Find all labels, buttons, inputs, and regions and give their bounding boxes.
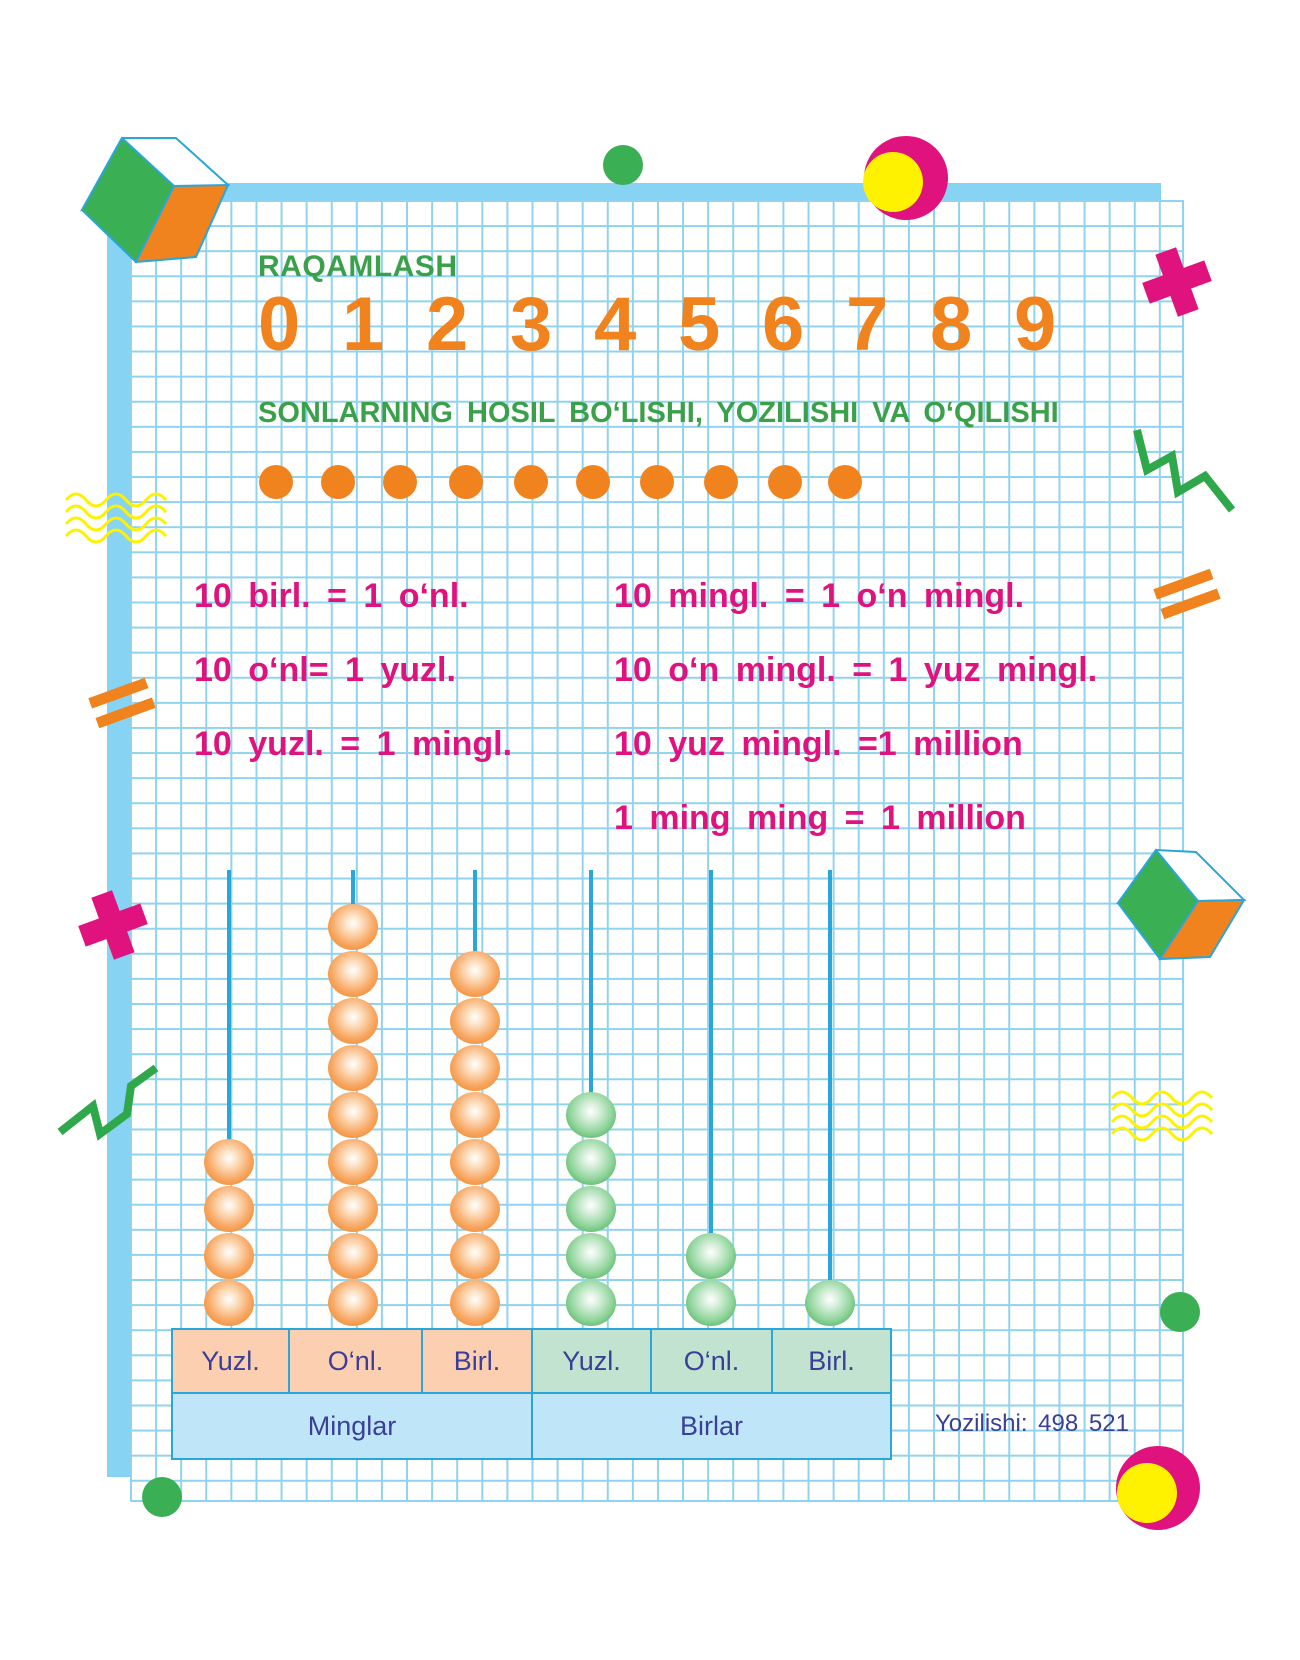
written-label: Yozilishi: — [935, 1410, 1028, 1437]
abacus-bead — [450, 998, 500, 1044]
place-label-cell: Birl. — [772, 1329, 891, 1393]
abacus-bead — [450, 1233, 500, 1279]
abacus-bead — [686, 1280, 736, 1326]
digit: 8 — [930, 282, 973, 367]
abacus-bead — [204, 1186, 254, 1232]
abacus-bead — [805, 1280, 855, 1326]
digit: 4 — [594, 282, 637, 367]
digit: 0 — [258, 282, 301, 367]
abacus-rod — [828, 870, 832, 1290]
abacus-bead — [566, 1280, 616, 1326]
place-value-table — [171, 1328, 892, 1460]
abacus-rod — [473, 870, 477, 961]
digit: 9 — [1014, 282, 1057, 367]
abacus-bead — [450, 1186, 500, 1232]
abacus-rod — [227, 870, 231, 1149]
abacus-bead — [204, 1280, 254, 1326]
section-title: RAQAMLASH — [258, 250, 458, 283]
abacus-bead — [450, 951, 500, 997]
place-label-cell: O‘nl. — [289, 1329, 422, 1393]
equation: 10 yuz mingl. =1 million — [614, 725, 1023, 763]
digit: 7 — [846, 282, 889, 367]
digit: 6 — [762, 282, 805, 367]
abacus-bead — [328, 951, 378, 997]
abacus-bead — [566, 1092, 616, 1138]
digit: 5 — [678, 282, 721, 367]
abacus-bead — [328, 998, 378, 1044]
abacus-bead — [328, 1280, 378, 1326]
abacus-bead — [328, 1045, 378, 1091]
abacus-rod — [709, 870, 713, 1243]
abacus-bead — [686, 1233, 736, 1279]
equation: 10 o‘nl= 1 yuzl. — [194, 651, 456, 689]
section-subtitle: SONLARNING HOSIL BO‘LISHI, YOZILISHI VA O‘QILISHI — [258, 397, 1059, 429]
digit: 3 — [510, 282, 553, 367]
abacus-bead — [566, 1139, 616, 1185]
written-number — [935, 1410, 1129, 1438]
digit: 2 — [426, 282, 469, 367]
digit: 1 — [342, 282, 385, 367]
written-value: 498 521 — [1038, 1410, 1129, 1437]
group-label-cell: Birlar — [532, 1393, 891, 1459]
abacus-bead — [328, 1186, 378, 1232]
abacus-bead — [204, 1233, 254, 1279]
equation: 10 birl. = 1 o‘nl. — [194, 577, 469, 615]
abacus-bead — [566, 1186, 616, 1232]
abacus-bead — [328, 904, 378, 950]
place-label-cell: O‘nl. — [651, 1329, 772, 1393]
abacus-bead — [450, 1280, 500, 1326]
abacus-bead — [328, 1139, 378, 1185]
equation: 10 o‘n mingl. = 1 yuz mingl. — [614, 651, 1098, 689]
abacus-bead — [450, 1092, 500, 1138]
equation: 1 ming ming = 1 million — [614, 799, 1026, 837]
equation: 10 mingl. = 1 o‘n mingl. — [614, 577, 1025, 615]
abacus-bead — [204, 1139, 254, 1185]
abacus-bead — [450, 1139, 500, 1185]
place-label-cell: Yuzl. — [172, 1329, 289, 1393]
abacus-bead — [328, 1092, 378, 1138]
equation: 10 yuzl. = 1 mingl. — [194, 725, 513, 763]
group-label-cell: Minglar — [172, 1393, 532, 1459]
abacus-rod — [589, 870, 593, 1102]
abacus-bead — [450, 1045, 500, 1091]
place-label-cell: Birl. — [422, 1329, 532, 1393]
abacus-bead — [566, 1233, 616, 1279]
place-label-cell: Yuzl. — [532, 1329, 651, 1393]
abacus-bead — [328, 1233, 378, 1279]
